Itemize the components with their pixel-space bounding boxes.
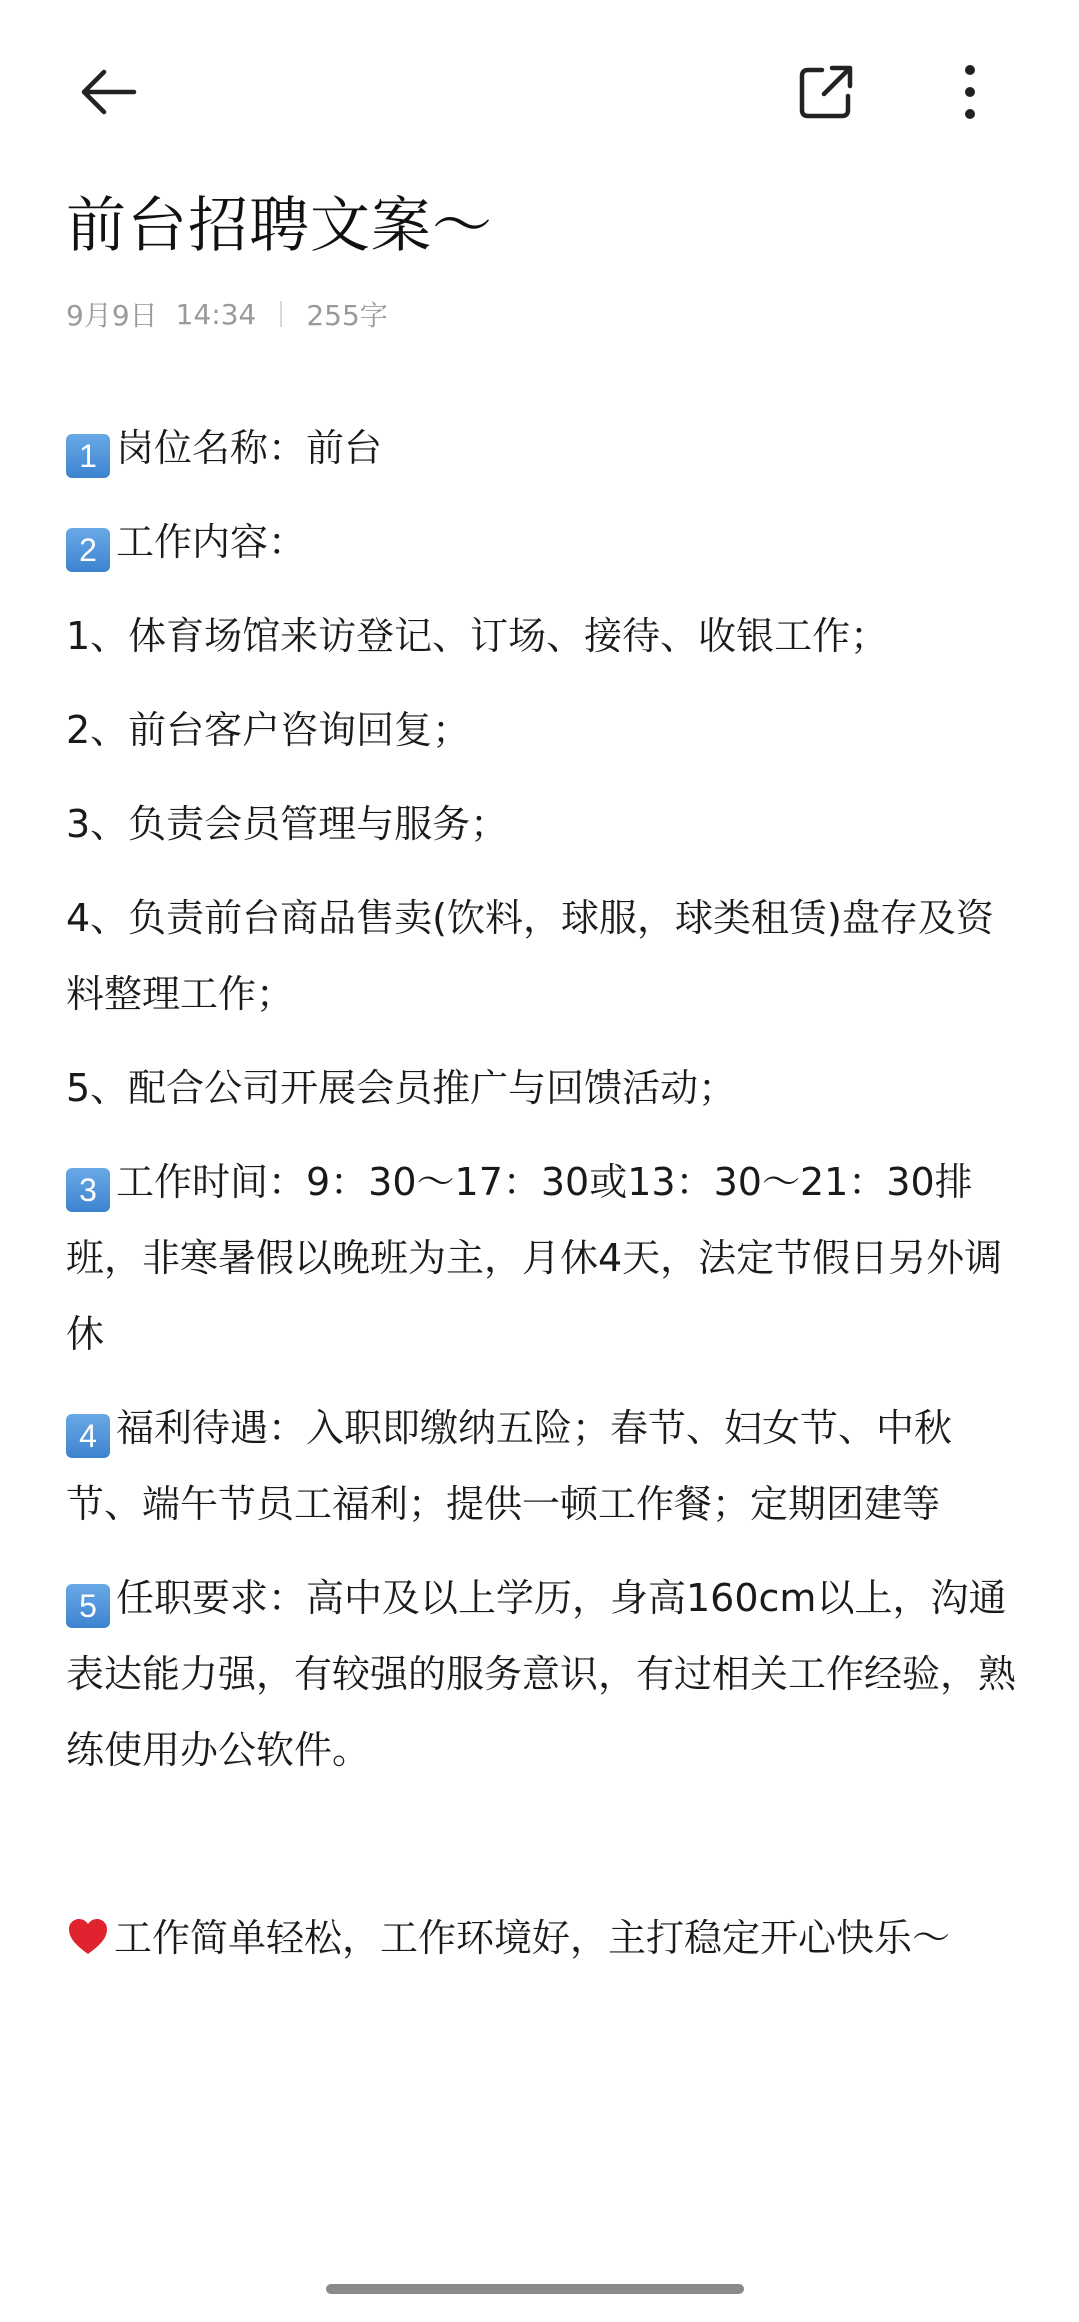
body-text: 任职要求：高中及以上学历，身高160cm以上，沟通表达能力强，有较强的服务意识，有过相关工作经验，熟练使用办公软件。 (66, 1576, 1017, 1772)
note-word-count: 255字 (306, 299, 388, 332)
body-paragraph: 1、体育场馆来访登记、订场、接待、收银工作； (66, 614, 889, 658)
body-paragraph: 3、负责会员管理与服务； (66, 802, 509, 846)
body-paragraph (66, 410, 1016, 486)
keycap-2-icon: 2 (66, 528, 110, 572)
note-date: 9月9日 (66, 299, 158, 332)
body-paragraph (66, 1144, 1016, 1372)
meta-divider (280, 301, 282, 327)
top-toolbar (0, 0, 1079, 180)
note-title: 前台招聘文案～ (66, 191, 493, 261)
home-indicator[interactable] (326, 2284, 744, 2294)
body-paragraph (66, 504, 1016, 580)
body-text: 工作时间：9：30～17：30或13：30～21：30排班，非寒暑假以晚班为主，月休4天，法定节假日另外调休 (66, 1160, 1003, 1356)
more-options-button[interactable] (922, 44, 1018, 140)
back-button[interactable] (60, 44, 156, 140)
body-text: 工作内容： (116, 520, 307, 564)
blank-line (66, 1806, 1016, 1882)
body-paragraph: 2、前台客户咨询回复； (66, 708, 471, 752)
keycap-4-icon: 4 (66, 1414, 110, 1458)
keycap-1-icon: 1 (66, 434, 110, 478)
keycap-3-icon: 3 (66, 1168, 110, 1212)
keycap-5-icon: 5 (66, 1584, 110, 1628)
share-external-icon (796, 62, 856, 122)
body-paragraph (66, 1390, 1016, 1542)
share-button[interactable] (778, 44, 874, 140)
note-time: 14:34 (175, 297, 257, 331)
body-text: 工作简单轻松，工作环境好，主打稳定开心快乐～ (114, 1916, 951, 1960)
red-heart-icon (66, 1915, 110, 1959)
body-paragraph (66, 1900, 1016, 1976)
note-meta (66, 294, 388, 334)
more-vertical-icon (960, 62, 980, 122)
note-body[interactable] (66, 410, 1016, 1994)
body-paragraph: 5、配合公司开展会员推广与回馈活动； (66, 1066, 737, 1110)
body-text: 岗位名称：前台 (116, 426, 383, 470)
body-paragraph: 4、负责前台商品售卖(饮料，球服，球类租赁)盘存及资料整理工作； (66, 896, 994, 1016)
arrow-left-icon (76, 60, 140, 124)
body-paragraph (66, 1560, 1016, 1788)
body-text: 福利待遇：入职即缴纳五险；春节、妇女节、中秋节、端午节员工福利；提供一顿工作餐；定期团建等 (66, 1406, 953, 1526)
